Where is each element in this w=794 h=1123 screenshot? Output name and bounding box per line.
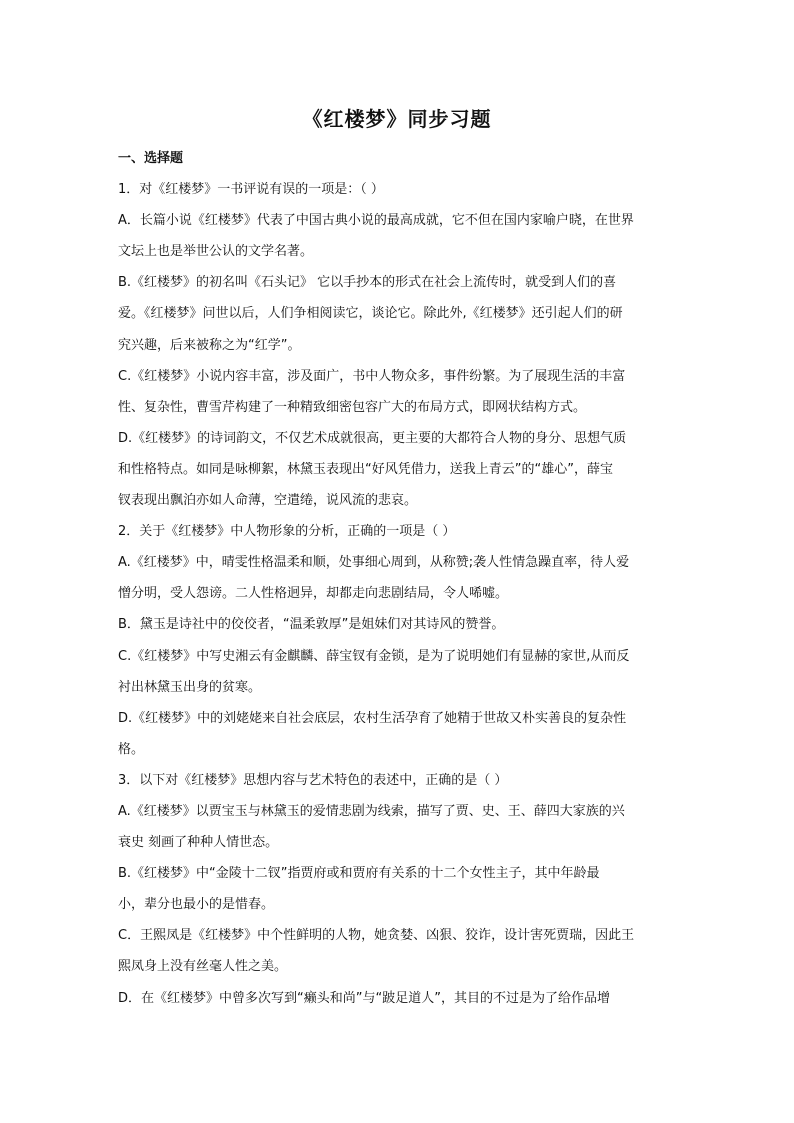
question-list <box>118 143 678 1014</box>
option-d-line: 和性格特点。如同是咏柳絮，林黛玉表现出“好风凭借力，送我上青云”的“雄心”，薛宝 <box>118 461 613 477</box>
option-a-line: 憎分明，受人怨谤。二人性格迥异，却都走向悲剧结局，令人唏嘘。 <box>118 586 509 602</box>
option-d-line: D．在《红楼梦》中曾多次写到“癞头和尚”与“跛足道人”，其目的不过是为了给作品增 <box>118 990 610 1006</box>
option-a-line: 文坛上也是举世公认的文学名著。 <box>118 244 314 260</box>
option-a-line: A.《红楼梦》中，晴雯性格温柔和顺，处事细心周到，从称赞;袭人性情急躁直率，待人爱 <box>118 555 630 571</box>
question-stem: 1．对《红楼梦》一书评说有误的一项是：（ ） <box>118 182 384 198</box>
option-c-line: 性、复杂性，曹雪芹构建了一种精致细密包容广大的布局方式，即网状结构方式。 <box>118 399 587 415</box>
option-c-line: C.《红楼梦》小说内容丰富，涉及面广，书中人物众多，事件纷繁。为了展现生活的丰富 <box>118 368 626 384</box>
option-b-line: B.《红楼梦》中“金陵十二钗”指贾府或和贾府有关系的十二个女性主子，其中年龄最 <box>118 866 600 882</box>
option-d-line: 钗表现出飘泊亦如人命薄，空遣绻，说风流的悲哀。 <box>118 493 418 509</box>
option-c-line: C．王熙凤是《红楼梦》中个性鲜明的人物，她贪婪、凶狠、狡诈，设计害死贾瑞，因此王 <box>118 928 635 944</box>
option-a-line: A.《红楼梦》以贾宝玉与林黛玉的爱情悲剧为线索，描写了贾、史、王、薛四大家族的兴 <box>118 803 625 819</box>
option-d-line: 格。 <box>118 741 145 757</box>
page-title: 《红楼梦》同步习题 <box>302 107 492 131</box>
option-a-line: A．长篇小说《红楼梦》代表了中国古典小说的最高成就，它不但在国内家喻户晓，在世界 <box>118 213 634 229</box>
question-stem: 3．以下对《红楼梦》思想内容与艺术特色的表述中，正确的是（ ） <box>118 772 508 788</box>
question-2 <box>118 516 678 765</box>
question-stem: 2．关于《红楼梦》中人物形象的分析，正确的一项是（ ） <box>118 524 456 540</box>
option-b-line: 爱。《红楼梦》问世以后，人们争相阅读它，谈论它。除此外,《红楼梦》还引起人们的研 <box>118 306 623 322</box>
question-1 <box>118 174 678 516</box>
option-c-line: 衬出林黛玉出身的贫寒。 <box>118 679 262 695</box>
option-a-line: 衰史 刻画了种种人情世态。 <box>118 835 279 851</box>
option-c-line: C.《红楼梦》中写史湘云有金麒麟、薛宝钗有金锁，是为了说明她们有显赫的家世,从而反 <box>118 648 630 664</box>
option-c-line: 熙凤身上没有丝毫人性之美。 <box>118 959 288 975</box>
option-d-line: D.《红楼梦》的诗词韵文，不仅艺术成就很高，更主要的大都符合人物的身分、思想气质 <box>118 430 627 446</box>
option-d-line: D.《红楼梦》中的刘姥姥来自社会底层，农村生活孕育了她精于世故又朴实善良的复杂性 <box>118 710 627 726</box>
option-b-line: 小，辈分也最小的是惜春。 <box>118 897 275 913</box>
option-b-line: B．黛玉是诗社中的佼佼者，“温柔敦厚”是姐妹们对其诗风的赞誉。 <box>118 617 505 633</box>
option-b-line: B.《红楼梦》的初名叫《石头记》 它以手抄本的形式在社会上流传时，就受到人们的喜 <box>118 275 617 291</box>
question-3 <box>118 765 678 1014</box>
option-b-line: 究兴趣，后来被称之为“红学”。 <box>118 337 301 353</box>
section-heading: 一、选择题 <box>118 151 184 166</box>
